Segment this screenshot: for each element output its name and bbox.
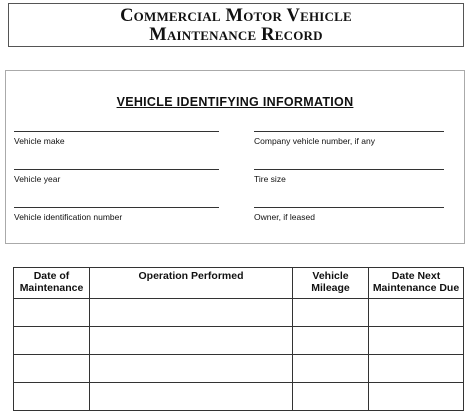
- vehicle-info-section: [5, 70, 465, 244]
- next-due-cell[interactable]: [369, 383, 464, 411]
- next-header-line2: Maintenance Due: [372, 282, 460, 294]
- date-cell[interactable]: [14, 383, 90, 411]
- next-due-cell[interactable]: [369, 327, 464, 355]
- vehicle-make-label: Vehicle make: [14, 136, 65, 146]
- table-header-row: [14, 268, 464, 299]
- form-title: [8, 3, 464, 47]
- date-cell[interactable]: [14, 299, 90, 327]
- date-cell[interactable]: [14, 327, 90, 355]
- operation-cell[interactable]: [90, 299, 293, 327]
- mileage-cell[interactable]: [293, 383, 369, 411]
- date-of-maintenance-header: [14, 268, 90, 299]
- maintenance-records-table: [13, 267, 464, 411]
- date-header-line2: Maintenance: [19, 282, 84, 294]
- next-header-line1: Date Next: [391, 270, 441, 282]
- tire-size-field[interactable]: [254, 169, 444, 184]
- operation-cell[interactable]: [90, 355, 293, 383]
- vehicle-info-heading: VEHICLE IDENTIFYING INFORMATION: [116, 95, 354, 109]
- company-vehicle-number-line[interactable]: [254, 131, 444, 132]
- date-cell[interactable]: [14, 355, 90, 383]
- company-vehicle-number-field[interactable]: [254, 131, 444, 146]
- vehicle-year-line[interactable]: [14, 169, 219, 170]
- mileage-cell[interactable]: [293, 327, 369, 355]
- mileage-header-line1: Vehicle: [312, 270, 349, 282]
- vin-label: Vehicle identification number: [14, 212, 123, 222]
- vehicle-mileage-header: [293, 268, 369, 299]
- next-due-cell[interactable]: [369, 355, 464, 383]
- table-row: [14, 327, 464, 355]
- next-maintenance-due-header: [369, 268, 464, 299]
- date-header-line1: Date of: [33, 270, 70, 282]
- mileage-cell[interactable]: [293, 355, 369, 383]
- form-title-line2: Maintenance Record: [149, 25, 323, 45]
- vin-line[interactable]: [14, 207, 219, 208]
- vehicle-year-field[interactable]: [14, 169, 219, 184]
- operation-cell[interactable]: [90, 327, 293, 355]
- table-row: [14, 299, 464, 327]
- owner-field[interactable]: [254, 207, 444, 222]
- next-due-cell[interactable]: [369, 299, 464, 327]
- form-title-line1: Commercial Motor Vehicle: [120, 6, 352, 26]
- tire-size-line[interactable]: [254, 169, 444, 170]
- mileage-cell[interactable]: [293, 299, 369, 327]
- table-row: [14, 355, 464, 383]
- vehicle-year-label: Vehicle year: [14, 174, 61, 184]
- owner-label: Owner, if leased: [254, 212, 315, 222]
- operation-cell[interactable]: [90, 383, 293, 411]
- operation-performed-header: Operation Performed: [90, 268, 293, 299]
- mileage-header-line2: Mileage: [311, 282, 350, 294]
- vehicle-make-line[interactable]: [14, 131, 219, 132]
- company-vehicle-number-label: Company vehicle number, if any: [254, 136, 375, 146]
- owner-line[interactable]: [254, 207, 444, 208]
- tire-size-label: Tire size: [254, 174, 286, 184]
- table-row: [14, 383, 464, 411]
- vin-field[interactable]: [14, 207, 219, 222]
- vehicle-make-field[interactable]: [14, 131, 219, 146]
